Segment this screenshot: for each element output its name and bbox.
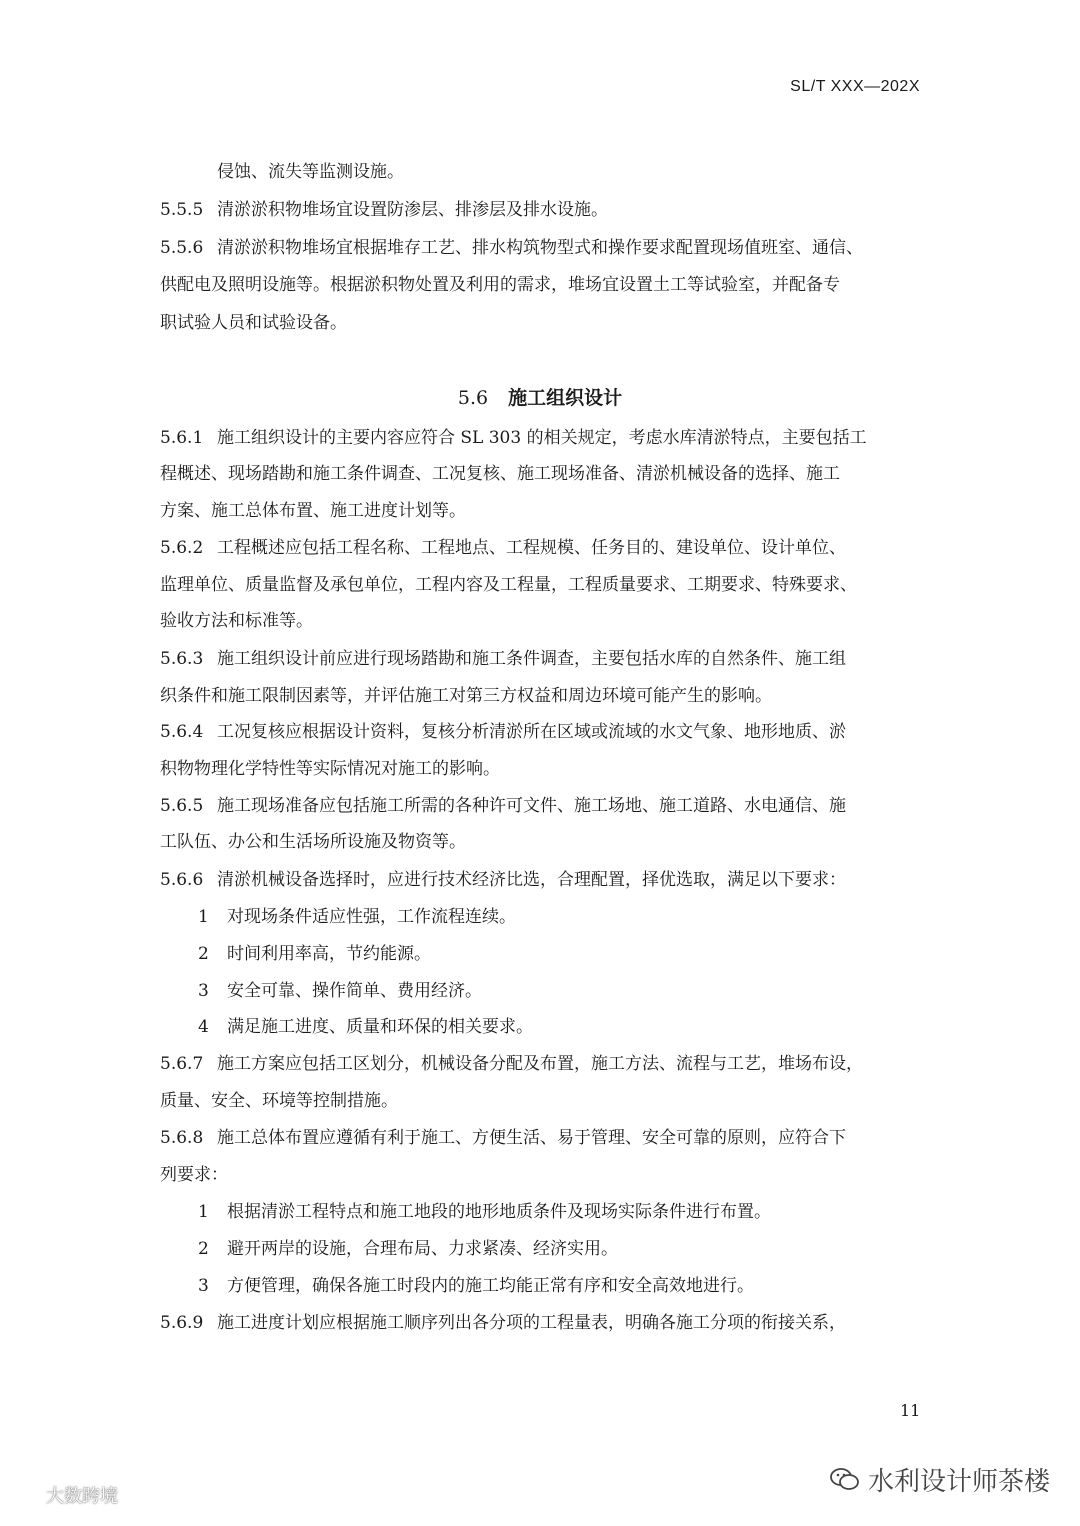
document-code: SL/T XXX—202X [790,78,920,95]
section-heading: 5.6 施工组织设计 [457,387,623,409]
paragraph-line: 积物物理化学特性等实际情况对施工的影响。 [160,759,500,779]
page-number: 11 [900,1401,921,1420]
link-logo-icon [8,1485,42,1505]
paragraph-line: 职试验人员和试验设备。 [160,313,347,333]
list-item: 1 对现场条件适应性强，工作流程连续。 [198,907,516,927]
paragraph-line: 监理单位、质量监督及承包单位，工程内容及工程量，工程质量要求、工期要求、特殊要求、 [160,575,857,595]
clause-5-6-4: 5.6.4 工况复核应根据设计资料，复核分析清淤所在区域或流域的水文气象、地形地质、淤 [160,722,846,742]
clause-5-5-5: 5.5.5 清淤淤积物堆场宜设置防渗层、排渗层及排水设施。 [160,200,608,220]
paragraph-line: 供配电及照明设施等。根据淤积物处置及利用的需求，堆场宜设置土工等试验室，并配备专 [160,275,840,295]
watermark-left: 大数跨境 [8,1482,118,1508]
list-item: 1 根据清淤工程特点和施工地段的地形地质条件及现场实际条件进行布置。 [198,1202,771,1222]
paragraph-line: 验收方法和标准等。 [160,611,313,631]
clause-5-6-9: 5.6.9 施工进度计划应根据施工顺序列出各分项的工程量表，明确各施工分项的衔接关系， [160,1313,846,1333]
clause-5-5-6: 5.5.6 清淤淤积物堆场宜根据堆存工艺、排水构筑物型式和操作要求配置现场值班室、通信、 [160,238,863,258]
list-item: 4 满足施工进度、质量和环保的相关要求。 [198,1017,533,1037]
clause-5-6-7: 5.6.7 施工方案应包括工区划分，机械设备分配及布置，施工方法、流程与工艺，堆场布设， [160,1054,863,1074]
watermark-right: 水利设计师茶楼 [830,1461,1050,1498]
list-item: 3 安全可靠、操作简单、费用经济。 [198,981,482,1001]
paragraph-line: 程概述、现场踏勘和施工条件调查、工况复核、施工现场准备、清淤机械设备的选择、施工 [160,464,840,484]
clause-5-6-3: 5.6.3 施工组织设计前应进行现场踏勘和施工条件调查，主要包括水库的自然条件、施工组 [160,649,846,669]
paragraph-line: 质量、安全、环境等控制措施。 [160,1091,398,1111]
paragraph-line: 方案、施工总体布置、施工进度计划等。 [160,501,466,521]
list-item: 3 方便管理，确保各施工时段内的施工均能正常有序和安全高效地进行。 [198,1276,754,1296]
paragraph-line: 织条件和施工限制因素等，并评估施工对第三方权益和周边环境可能产生的影响。 [160,686,772,706]
clause-5-6-5: 5.6.5 施工现场准备应包括施工所需的各种许可文件、施工场地、施工道路、水电通信、施 [160,796,846,816]
clause-5-6-8: 5.6.8 施工总体布置应遵循有利于施工、方便生活、易于管理、安全可靠的原则，应符合下 [160,1128,846,1148]
list-item: 2 避开两岸的设施，合理布局、力求紧凑、经济实用。 [198,1239,618,1259]
clause-5-6-2: 5.6.2 工程概述应包括工程名称、工程地点、工程规模、任务目的、建设单位、设计单位、 [160,538,846,558]
list-item: 2 时间利用率高，节约能源。 [198,944,431,964]
paragraph-line: 列要求： [160,1165,228,1185]
clause-5-6-1: 5.6.1 施工组织设计的主要内容应符合 SL 303 的相关规定，考虑水库清淤特点，主要包括工 [160,428,867,448]
paragraph-line: 工队伍、办公和生活场所设施及物资等。 [160,832,466,852]
wechat-icon [830,1467,860,1493]
paragraph-line: 侵蚀、流失等监测设施。 [217,162,404,182]
clause-5-6-6: 5.6.6 清淤机械设备选择时，应进行技术经济比选，合理配置，择优选取，满足以下要求： [160,870,846,890]
